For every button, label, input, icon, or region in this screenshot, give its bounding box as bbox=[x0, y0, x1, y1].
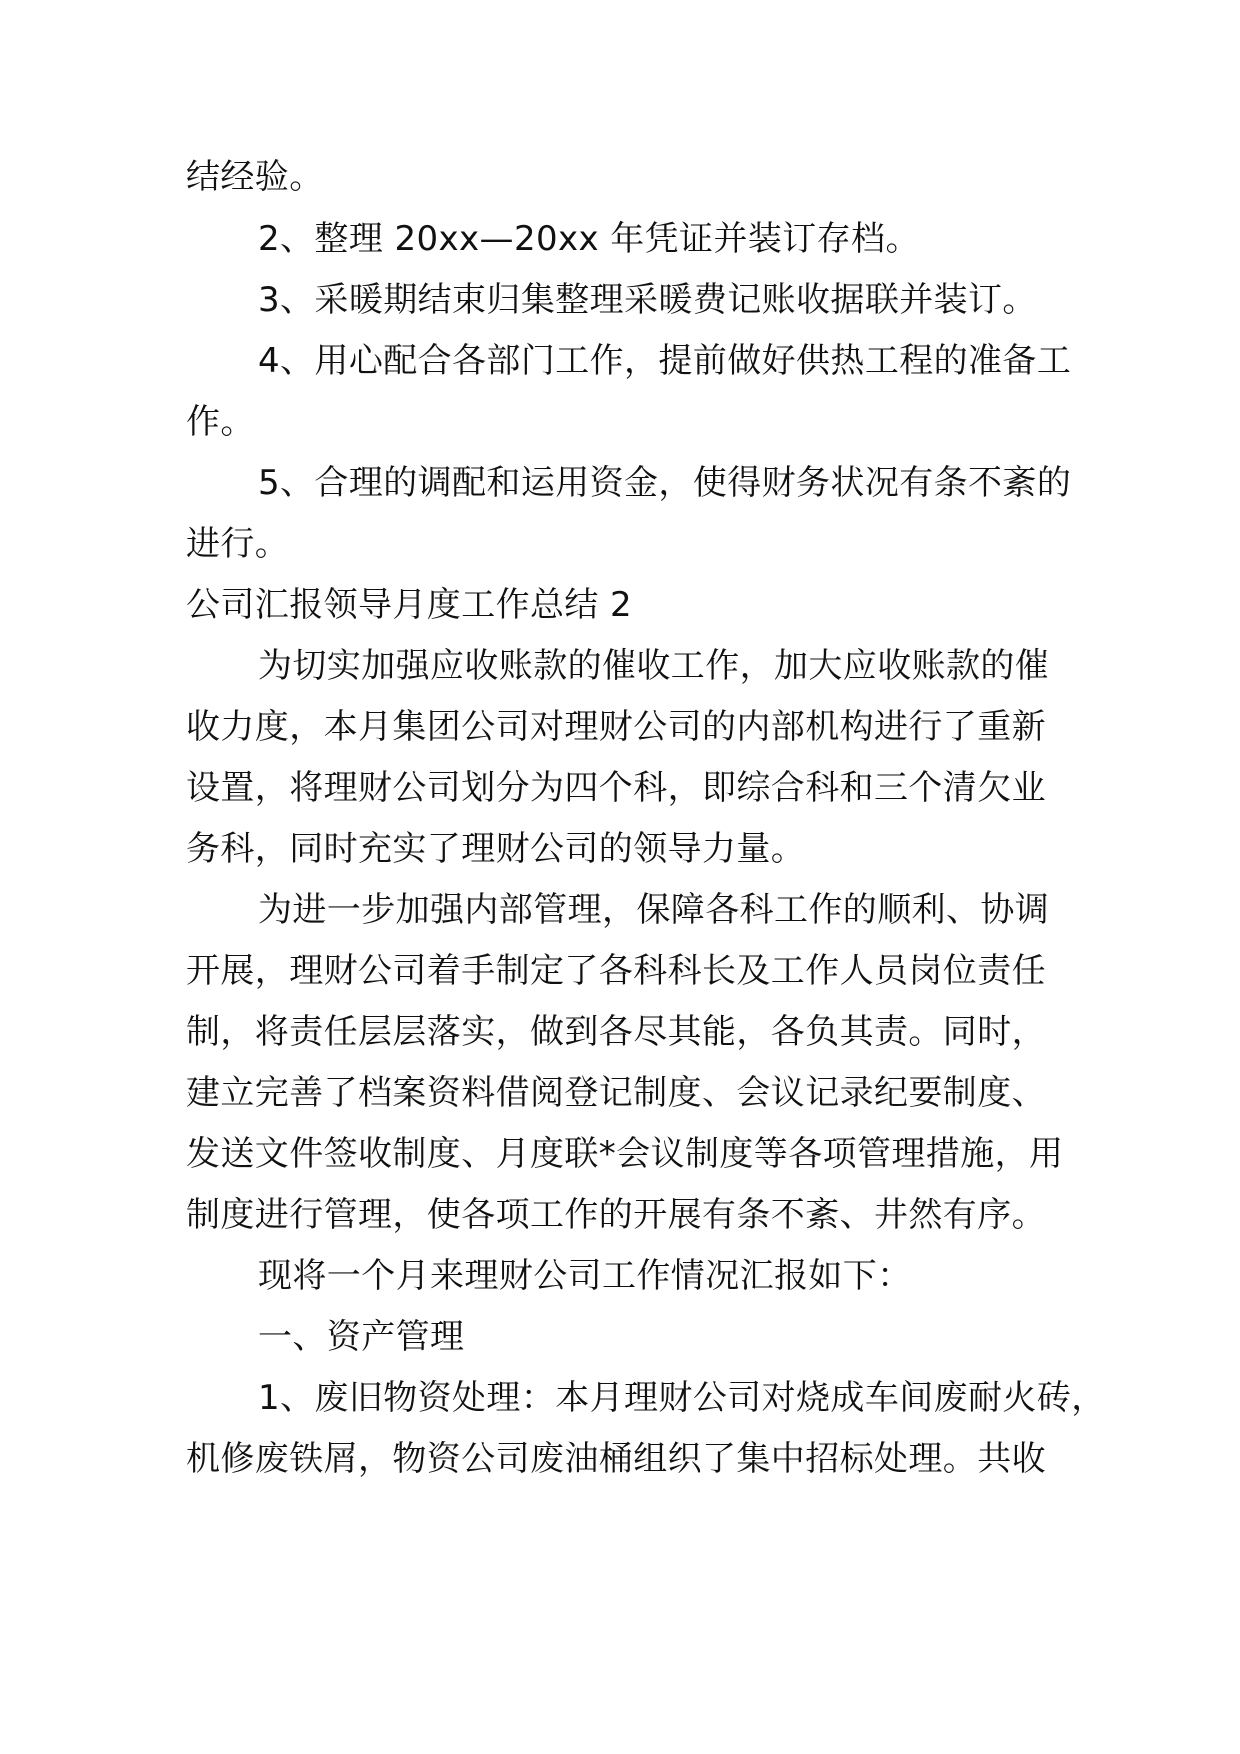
list-item-5: 5、合理的调配和运用资金，使得财务状况有条不紊的 bbox=[258, 463, 1072, 503]
paragraph-line: 结经验。 bbox=[186, 157, 324, 197]
paragraph-line: 制，将责任层层落实，做到各尽其能，各负其责。同时， bbox=[186, 1012, 1046, 1052]
paragraph-line: 建立完善了档案资料借阅登记制度、会议记录纪要制度、 bbox=[186, 1073, 1046, 1113]
paragraph-line: 制度进行管理，使各项工作的开展有条不紊、井然有序。 bbox=[186, 1195, 1046, 1235]
paragraph-line: 开展，理财公司着手制定了各科科长及工作人员岗位责任 bbox=[186, 951, 1046, 991]
paragraph-line: 务科，同时充实了理财公司的领导力量。 bbox=[186, 829, 806, 869]
paragraph-line: 现将一个月来理财公司工作情况汇报如下： bbox=[258, 1256, 912, 1296]
paragraph-line: 进行。 bbox=[186, 524, 290, 564]
paragraph-line: 为切实加强应收账款的催收工作，加大应收账款的催 bbox=[258, 646, 1050, 686]
paragraph-line: 收力度，本月集团公司对理财公司的内部机构进行了重新 bbox=[186, 707, 1046, 747]
list-item-4: 4、用心配合各部门工作，提前做好供热工程的准备工 bbox=[258, 341, 1072, 381]
paragraph-line: 为进一步加强内部管理，保障各科工作的顺利、协调 bbox=[258, 890, 1050, 930]
subheading: 一、资产管理 bbox=[258, 1317, 465, 1357]
paragraph-line: 作。 bbox=[186, 402, 255, 442]
paragraph-line: 机修废铁屑，物资公司废油桶组织了集中招标处理。共收 bbox=[186, 1439, 1046, 1479]
section-title: 公司汇报领导月度工作总结 2 bbox=[186, 585, 633, 625]
paragraph-line: 设置，将理财公司划分为四个科，即综合科和三个清欠业 bbox=[186, 768, 1046, 808]
list-item-3: 3、采暖期结束归集整理采暖费记账收据联并装订。 bbox=[258, 280, 1037, 320]
list-item-1: 1、废旧物资处理：本月理财公司对烧成车间废耐火砖， bbox=[258, 1378, 1106, 1418]
list-item-2: 2、整理 20xx—20xx 年凭证并装订存档。 bbox=[258, 219, 920, 259]
paragraph-line: 发送文件签收制度、月度联*会议制度等各项管理措施，用 bbox=[186, 1134, 1064, 1174]
